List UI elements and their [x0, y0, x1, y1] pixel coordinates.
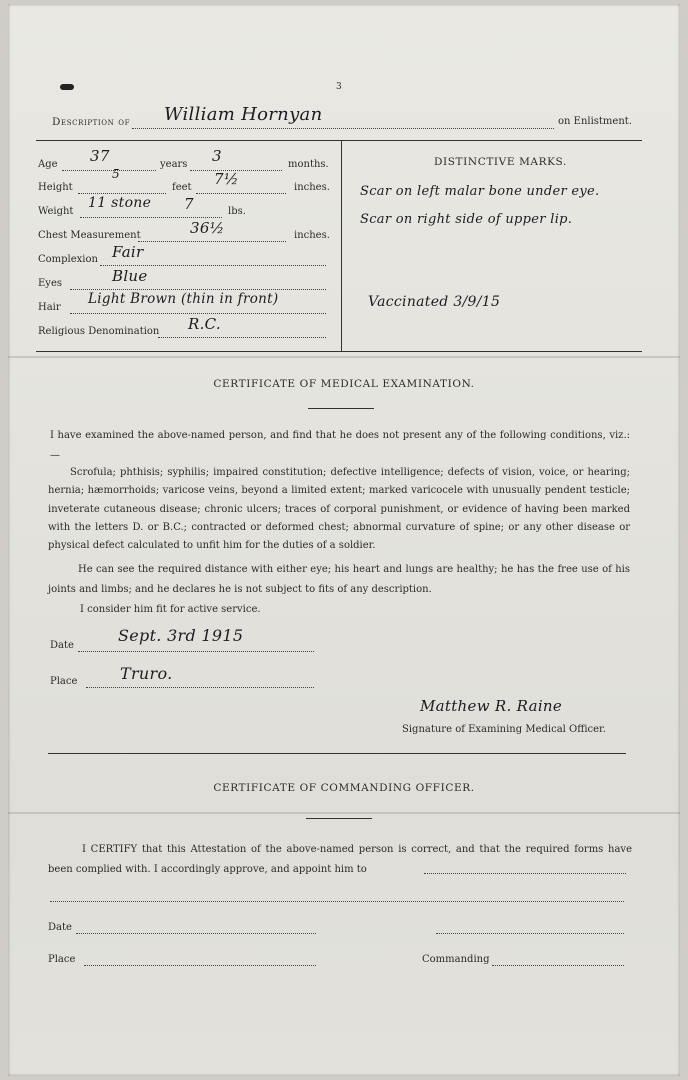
age-years: 37 [90, 147, 110, 165]
medical-heading-rule [308, 408, 374, 409]
feet-label: feet [172, 182, 192, 193]
age-years-dots [62, 170, 156, 171]
complexion-value: Fair [112, 243, 144, 261]
medical-officer-signature: Matthew R. Raine [420, 697, 563, 715]
commanding-heading-wrap [8, 782, 680, 794]
religion-dots [158, 337, 326, 338]
appoint-dots-2 [50, 901, 624, 902]
commanding-label: Commanding [422, 954, 490, 965]
medical-place-label: Place [50, 676, 78, 687]
chest-label: Chest Measurement [38, 230, 141, 241]
height-feet-dots [78, 193, 166, 194]
paper-fold [8, 356, 680, 358]
on-enlistment-label: on Enlistment. [558, 116, 632, 127]
medical-conditions: Scrofula; phthisis; syphilis; impaired constitution; defective intelligence; defects of vision, voice, or hearing; hernia; hæmorrhoids; varicose veins, beyond a limited extent; marked varicocele with unusually pendent testicle; inveterate cutaneous disease; chronic ulcers; traces of corporal punishment, or evidence of having been marked with the letters D. or B.C.; contracted or deformed chest; abnormal curvature of spine; or any other disease or physical defect calculated to unfit him for the duties of a soldier. [48, 467, 630, 552]
paper-fold [8, 812, 680, 814]
appoint-dots [424, 873, 626, 874]
chest-measurement: 36½ [190, 219, 225, 237]
commanding-signature-dots [436, 933, 624, 934]
years-label: years [160, 159, 188, 170]
commanding-text: I CERTIFY that this Attestation of the above-named person is correct, and that the required forms have been complied with. I accordingly approve, and appoint him to [48, 844, 632, 875]
eyes-label: Eyes [38, 278, 62, 289]
medical-place-dots [86, 687, 314, 688]
eyes-value: Blue [112, 267, 148, 285]
attestation-page [8, 4, 680, 1076]
section-divider [48, 753, 626, 754]
weight-lbs: 7 [184, 195, 194, 213]
hair-value: Light Brown (thin in front) [88, 291, 279, 307]
religion-value: R.C. [188, 315, 221, 333]
table-divider [341, 141, 342, 351]
commanding-place-dots [84, 965, 316, 966]
page-number: 3 [336, 82, 342, 92]
commanding-heading: CERTIFICATE OF COMMANDING OFFICER. [213, 782, 475, 794]
recruit-name: William Hornyan [164, 104, 323, 125]
medical-place-value: Truro. [120, 664, 173, 683]
commanding-date-label: Date [48, 922, 72, 933]
description-label: Description of [52, 116, 131, 128]
hair-dots [70, 313, 326, 314]
height-inches-dots [196, 193, 286, 194]
lbs-label: lbs. [228, 206, 246, 217]
height-inches: 7½ [214, 170, 239, 188]
commanding-heading-rule [306, 818, 372, 819]
height-feet: 5 [112, 167, 120, 181]
months-label: months. [288, 159, 329, 170]
vaccinated-note: Vaccinated 3/9/15 [368, 294, 501, 310]
medical-heading [8, 378, 680, 390]
age-months: 3 [212, 147, 222, 165]
description-dots [132, 128, 554, 129]
age-label: Age [38, 159, 58, 170]
commanding-unit-dots [492, 965, 624, 966]
ink-blot [60, 84, 74, 90]
medical-fit: I consider him fit for active service. [80, 604, 261, 615]
distinctive-marks-heading: DISTINCTIVE MARKS. [434, 156, 567, 168]
weight-stone: 11 stone [88, 195, 152, 211]
medical-intro: I have examined the above-named person, and find that he does not present any of the following conditions, viz.:— [50, 430, 630, 461]
medical-signature-label: Signature of Examining Medical Officer. [402, 724, 606, 735]
religion-label: Religious Denomination [38, 326, 160, 337]
medical-heading-text: CERTIFICATE OF MEDICAL EXAMINATION. [213, 378, 475, 390]
medical-date-value: Sept. 3rd 1915 [118, 626, 244, 645]
table-top-rule [36, 140, 642, 141]
height-label: Height [38, 182, 73, 193]
table-bottom-rule [36, 351, 642, 352]
commanding-date-dots [76, 933, 316, 934]
eyes-dots [70, 289, 326, 290]
chest-inches-label: inches. [294, 230, 330, 241]
weight-dots [80, 217, 222, 218]
commanding-place-label: Place [48, 954, 76, 965]
inches-label: inches. [294, 182, 330, 193]
distinctive-mark-1: Scar on left malar bone under eye. [360, 184, 600, 199]
complexion-label: Complexion [38, 254, 98, 265]
medical-date-label: Date [50, 640, 74, 651]
weight-label: Weight [38, 206, 74, 217]
chest-dots [138, 241, 286, 242]
medical-date-dots [78, 651, 314, 652]
medical-sight: He can see the required distance with either eye; his heart and lungs are healthy; he has the free use of his joints and limbs; and he declares he is not subject to fits of any description. [48, 564, 630, 595]
hair-label: Hair [38, 302, 61, 313]
distinctive-mark-2: Scar on right side of upper lip. [360, 212, 573, 227]
complexion-dots [100, 265, 326, 266]
